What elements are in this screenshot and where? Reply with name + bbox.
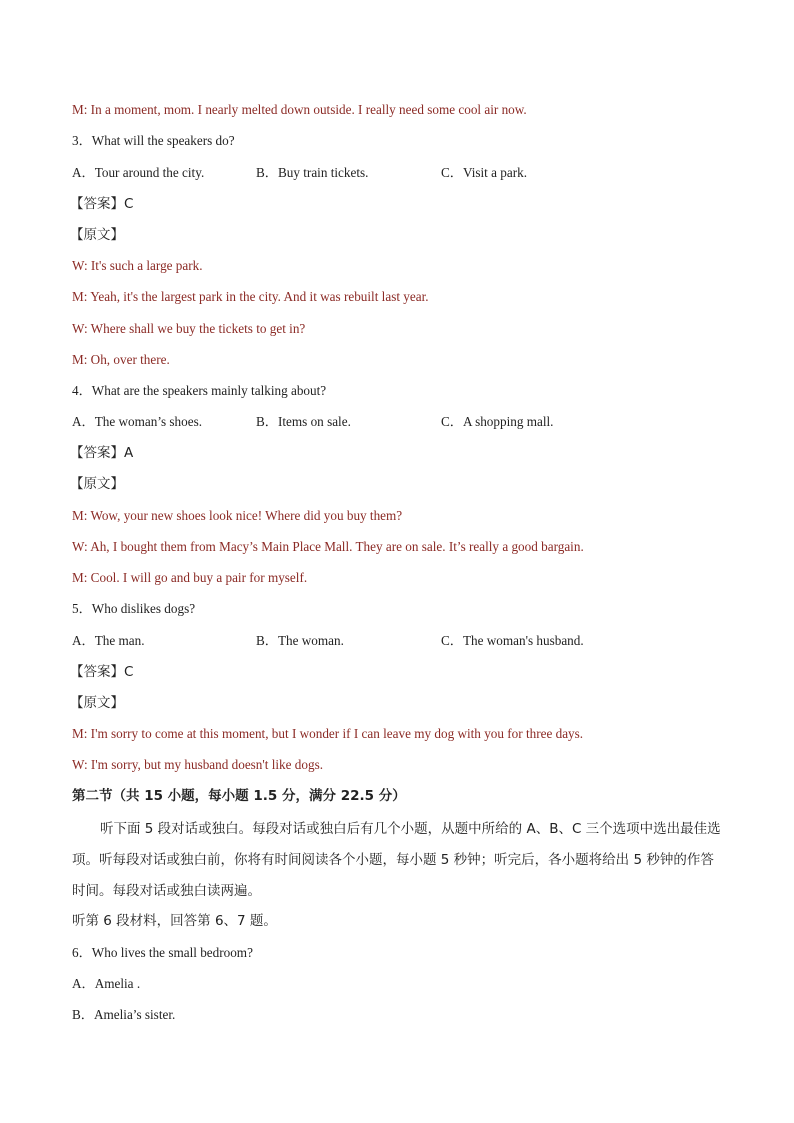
option-b: B．The woman. [256, 633, 344, 648]
dialogue-line: W: Where shall we buy the tickets to get in? [72, 321, 306, 336]
question-3: 3．What will the speakers do? [72, 133, 235, 148]
option-a: A．The man. [72, 633, 145, 648]
dialogue-line: M: Yeah, it's the largest park in the city. And it was rebuilt last year. [72, 289, 429, 304]
dialogue-line: M: Cool. I will go and buy a pair for myself. [72, 570, 308, 585]
option-c: C．The woman's husband. [441, 633, 584, 648]
dialogue-line: M: In a moment, mom. I nearly melted down outside. I really need some cool air now. [72, 102, 527, 117]
dialogue-line: M: I'm sorry to come at this moment, but I wonder if I can leave my dog with you for three days. [72, 726, 584, 741]
answer-label: 【答案】C [70, 196, 134, 212]
dialogue-line: W: It's such a large park. [72, 258, 203, 273]
dialogue-line: W: I'm sorry, but my husband doesn't like dogs. [72, 757, 324, 772]
dialogue-line: W: Ah, I bought them from Macy’s Main Place Mall. They are on sale. It’s really a good bargain. [72, 539, 584, 554]
option-a: A．Tour around the city. [72, 165, 205, 180]
option-c: C．Visit a park. [441, 165, 528, 180]
answer-label: 【答案】A [70, 445, 134, 461]
original-text-label: 【原文】 [70, 695, 124, 711]
option-b: B．Amelia’s sister. [72, 1007, 176, 1022]
option-a: A．Amelia . [72, 976, 141, 991]
dialogue-line: M: Wow, your new shoes look nice! Where did you buy them? [72, 508, 403, 523]
question-6: 6．Who lives the small bedroom? [72, 945, 253, 960]
section-heading: 第二节（共 15 小题，每小题 1.5 分，满分 22.5 分） [72, 788, 406, 804]
original-text-label: 【原文】 [70, 227, 124, 243]
option-b: B．Items on sale. [256, 414, 351, 429]
dialogue-line: M: Oh, over there. [72, 352, 170, 367]
question-4: 4．What are the speakers mainly talking about? [72, 383, 327, 398]
section-instructions: 听下面 5 段对话或独白。每段对话或独白后有几个小题，从题中所给的 A、B、C 三个选项中选出最佳选项。听每段对话或独白前，你将有时间阅读各个小题，每小题 5 秒钟；听完后，各小题将给出 5 秒钟的作答时间。每段对话或独白读两遍。 [72, 821, 721, 899]
material-heading: 听第 6 段材料，回答第 6、7 题。 [72, 913, 277, 929]
answer-label: 【答案】C [70, 664, 134, 680]
option-a: A．The woman’s shoes. [72, 414, 203, 429]
option-b: B．Buy train tickets. [256, 165, 369, 180]
question-5: 5．Who dislikes dogs? [72, 601, 196, 616]
original-text-label: 【原文】 [70, 476, 124, 492]
option-c: C．A shopping mall. [441, 414, 554, 429]
